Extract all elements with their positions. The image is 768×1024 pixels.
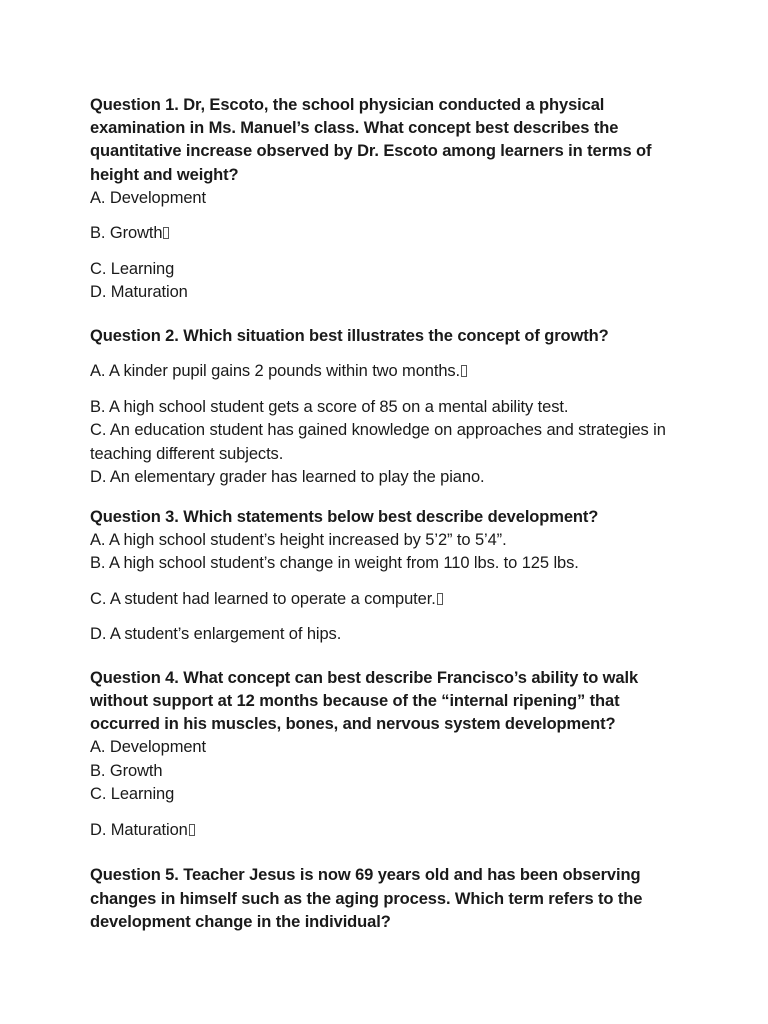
question-2-option-d: D. An elementary grader has learned to play the piano. (90, 468, 485, 487)
question-4-option-d-label: D. Maturation (90, 820, 188, 839)
document-page (90, 94, 690, 934)
question-1-option-d: D. Maturation (90, 283, 188, 302)
answer-marker-icon (437, 593, 443, 605)
question-3-option-a: A. A high school student’s height increased by 5’2” to 5’4”. (90, 530, 507, 549)
question-1-text: Question 1. Dr, Escoto, the school physician conducted a physical examination in Ms. Manuel’s class. What concept best describes the quantitative increase observed by Dr. Escoto among learners in terms of height and weight? (90, 96, 652, 184)
question-1-option-c: C. Learning (90, 259, 175, 278)
question-1-option-b-label: B. Growth (90, 224, 163, 243)
question-4-option-d (90, 819, 690, 843)
answer-marker-icon (461, 365, 467, 377)
question-3 (90, 506, 690, 647)
question-2 (90, 325, 690, 490)
question-5 (90, 864, 690, 934)
question-2-text: Question 2. Which situation best illustrates the concept of growth? (90, 326, 609, 345)
question-4-option-a: A. Development (90, 738, 206, 757)
question-1-option-b (90, 222, 690, 246)
question-2-option-c: C. An education student has gained knowledge on approaches and strategies in teaching different subjects. (90, 421, 666, 463)
question-3-option-c (90, 588, 690, 612)
answer-marker-icon (163, 227, 169, 239)
question-2-option-b: B. A high school student gets a score of 85 on a mental ability test. (90, 397, 569, 416)
question-2-option-a-label: A. A kinder pupil gains 2 pounds within two months. (90, 362, 461, 381)
question-3-text: Question 3. Which statements below best describe development? (90, 507, 599, 526)
question-1-option-a: A. Development (90, 188, 206, 207)
question-3-option-b: B. A high school student’s change in weight from 110 lbs. to 125 lbs. (90, 554, 579, 573)
answer-marker-icon (189, 824, 195, 836)
question-4-text: Question 4. What concept can best describe Francisco’s ability to walk without support at 12 months because of the “internal ripening” that occurred in his muscles, bones, and nervous system development? (90, 668, 639, 734)
question-4 (90, 667, 690, 843)
question-4-option-c: C. Learning (90, 785, 175, 804)
question-3-option-c-label: C. A student had learned to operate a computer. (90, 589, 436, 608)
question-5-text: Question 5. Teacher Jesus is now 69 years old and has been observing changes in himself such as the aging process. Which term refers to the development change in the individual? (90, 866, 643, 931)
question-1 (90, 94, 690, 305)
question-2-option-a (90, 360, 690, 384)
question-3-option-d: D. A student’s enlargement of hips. (90, 625, 342, 644)
question-4-option-b: B. Growth (90, 761, 163, 780)
